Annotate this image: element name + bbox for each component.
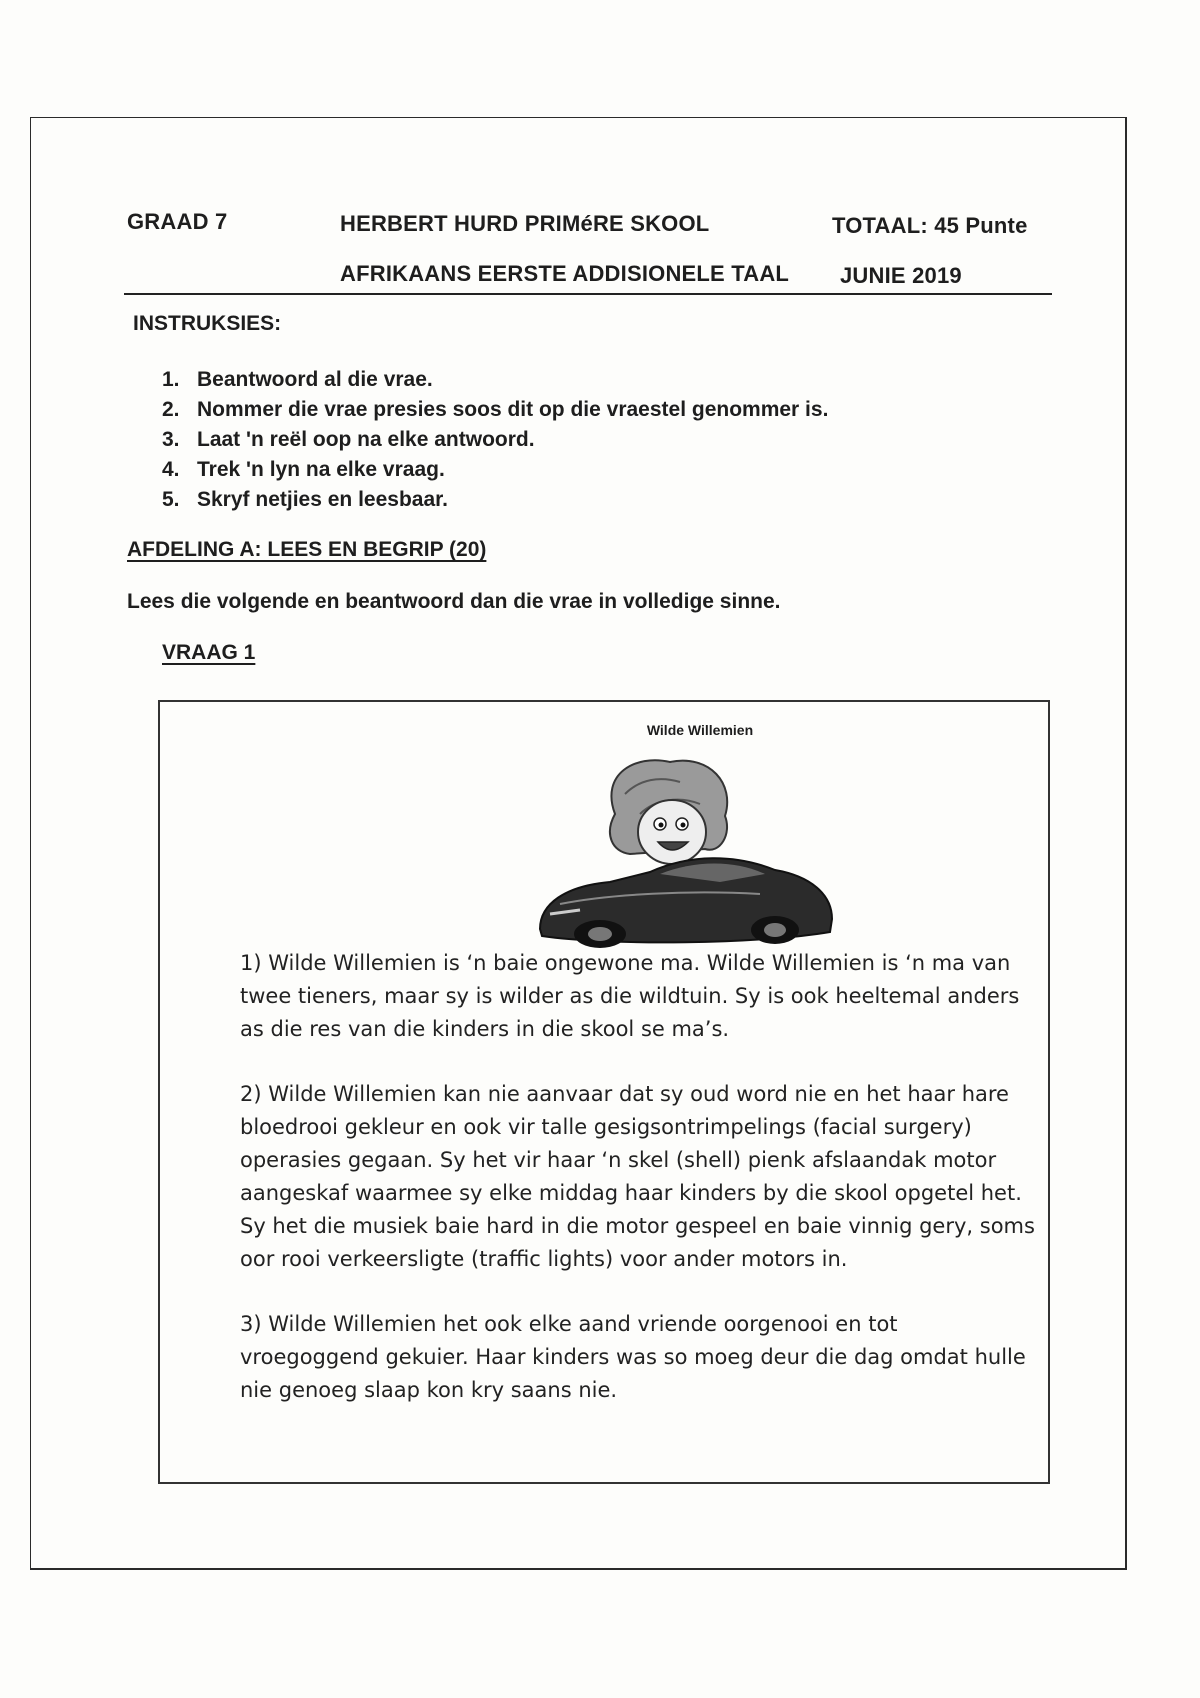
story-paragraph: 2) Wilde Willemien kan nie aanvaar dat sy oud word nie en het haar hare bloedrooi gekleur en ook vir talle gesigsontrimpelings (facial surgery) operasies gegaan. Sy het vir haar ‘n skel (shell) pienk afslaandak motor aangeskaf waarmee sy elke middag haar kinders by die skool opgetel het. Sy het die musiek baie hard in die motor gespeel en baie vinnig gery, soms oor rooi verkeersligte (traffic lights) voor ander motors in. [240, 1082, 1035, 1271]
list-item: 1. Beantwoord al die vrae. [162, 368, 433, 391]
section-title: AFDELING A: LEES EN BEGRIP (20) [127, 538, 487, 561]
question-label: VRAAG 1 [162, 641, 256, 664]
story-title: Wilde Willemien [646, 722, 754, 738]
story-paragraph: 3) Wilde Willemien het ook elke aand vriende oorgenooi en tot vroegoggend gekuier. Haar kinders was so moeg deur die dag omdat hulle nie genoeg slaap kon kry saans nie. [240, 1312, 1026, 1402]
school-name: HERBERT HURD PRIMéRE SKOOL [340, 211, 710, 236]
instructions-title: INSTRUKSIES: [133, 312, 282, 335]
exam-date: JUNIE 2019 [840, 263, 962, 288]
story-paragraph: 1) Wilde Willemien is ‘n baie ongewone ma. Wilde Willemien is ‘n ma van twee tieners, maar sy is wilder as die wildtuin. Sy is ook heeltemal anders as die res van die kinders in die skool se ma’s. [240, 951, 1020, 1041]
instructions-list [162, 365, 828, 515]
woman-car-illustration [520, 754, 840, 954]
section-lead: Lees die volgende en beantwoord dan die vrae in volledige sinne. [127, 590, 781, 613]
list-item: 5. Skryf netjies en leesbaar. [162, 488, 448, 511]
story-box [158, 700, 1050, 1484]
list-item: 2. Nommer die vrae presies soos dit op die vraestel genommer is. [162, 398, 829, 421]
list-item: 4. Trek 'n lyn na elke vraag. [162, 458, 445, 481]
list-item: 3. Laat 'n reël oop na elke antwoord. [162, 428, 535, 451]
story-text [240, 947, 1040, 1439]
header-divider [124, 293, 1052, 295]
subject-label: AFRIKAANS EERSTE ADDISIONELE TAAL [340, 261, 790, 286]
total-marks: TOTAAL: 45 Punte [832, 213, 1028, 238]
grade-label: GRAAD 7 [127, 209, 228, 234]
